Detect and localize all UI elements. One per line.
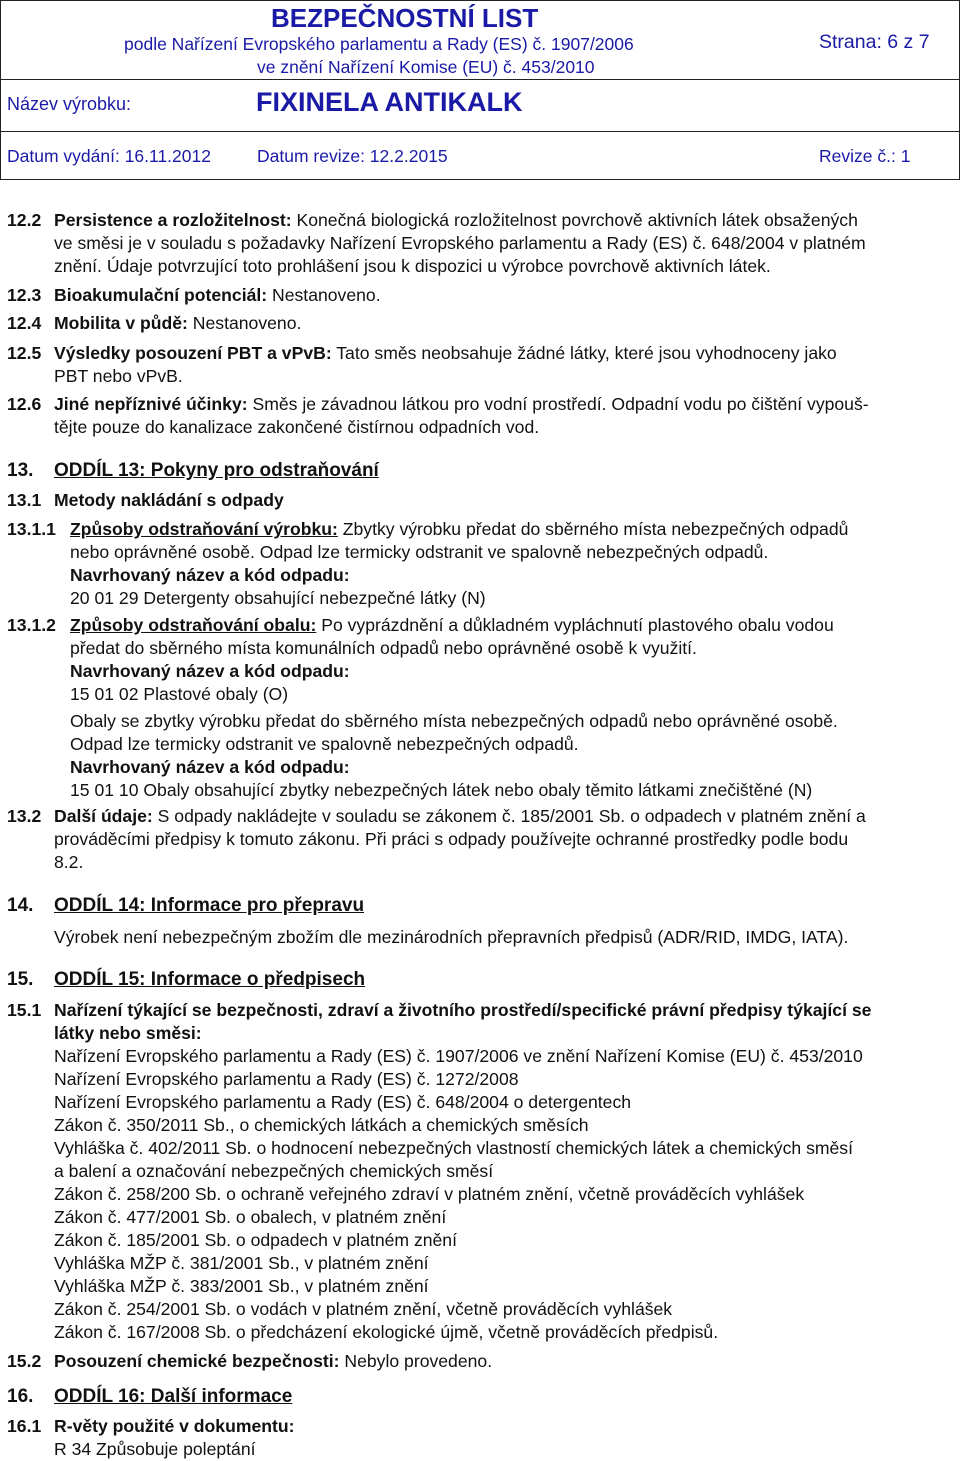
item-heading: Bioakumulační potenciál: bbox=[54, 285, 268, 305]
item-text: znění. Údaje potvrzující toto prohlášení jsou k dispozici u výrobce povrchově aktivních látek. bbox=[54, 256, 771, 276]
item-heading: Jiné nepříznivé účinky: bbox=[54, 394, 248, 414]
item-number: 16.1 bbox=[7, 1416, 42, 1436]
item-heading: R-věty použité v dokumentu: bbox=[54, 1416, 295, 1436]
item-number: 12.3 bbox=[7, 285, 42, 305]
amendment-subtitle: ve znění Nařízení Komise (EU) č. 453/2010 bbox=[257, 57, 595, 77]
regulation-subtitle: podle Nařízení Evropského parlamentu a Rady (ES) č. 1907/2006 bbox=[124, 34, 634, 54]
header-divider bbox=[0, 79, 960, 80]
waste-code-label: Navrhovaný název a kód odpadu: bbox=[70, 565, 350, 585]
item-heading: Metody nakládání s odpady bbox=[54, 490, 284, 510]
item-text: Nestanoveno. bbox=[272, 285, 381, 305]
item-number: 12.2 bbox=[7, 210, 42, 230]
item-text: Výrobek není nebezpečným zbožím dle mezinárodních přepravních předpisů (ADR/RID, IMDG, IATA). bbox=[54, 927, 849, 947]
item-number: 13.1.2 bbox=[7, 615, 56, 635]
item-number: 12.4 bbox=[7, 313, 42, 333]
item-number: 15.2 bbox=[7, 1351, 42, 1371]
paragraph-line bbox=[54, 312, 301, 334]
regulation-item: Vyhláška č. 402/2011 Sb. o hodnocení nebezpečných vlastností chemických látek a chemických směsí bbox=[54, 1138, 853, 1158]
document-title: BEZPEČNOSTNÍ LIST bbox=[271, 3, 539, 33]
waste-code: 15 01 10 Obaly obsahující zbytky nebezpečných látek nebo obaly těmito látkami znečištěné (N) bbox=[70, 780, 813, 800]
section-number: 14. bbox=[7, 895, 34, 916]
issue-date: Datum vydání: 16.11.2012 bbox=[7, 146, 211, 166]
regulation-item: Zákon č. 254/2001 Sb. o vodách v platném znění, včetně prováděcích vyhlášek bbox=[54, 1299, 673, 1319]
paragraph-line bbox=[54, 284, 381, 306]
item-number: 15.1 bbox=[7, 1000, 42, 1020]
waste-code: 20 01 29 Detergenty obsahující nebezpečné látky (N) bbox=[70, 588, 486, 608]
section-number: 15. bbox=[7, 969, 34, 990]
item-text: prováděcími předpisy k tomuto zákonu. Při práci s odpady používejte ochranné prostředky podle bodu bbox=[54, 829, 849, 849]
section-number: 13. bbox=[7, 460, 34, 481]
item-number: 13.1.1 bbox=[7, 519, 56, 539]
regulation-item: Zákon č. 185/2001 Sb. o odpadech v platném znění bbox=[54, 1230, 457, 1250]
item-number: 12.6 bbox=[7, 394, 42, 414]
paragraph-line bbox=[70, 614, 834, 636]
item-heading: Posouzení chemické bezpečnosti: bbox=[54, 1351, 340, 1371]
regulation-item: Zákon č. 258/200 Sb. o ochraně veřejného zdraví v platném znění, včetně prováděcích vyhlášek bbox=[54, 1184, 805, 1204]
header-left-border bbox=[0, 0, 1, 180]
regulation-item: Nařízení Evropského parlamentu a Rady (ES) č. 1272/2008 bbox=[54, 1069, 519, 1089]
item-text: ve směsi je v souladu s požadavky Nařízení Evropského parlamentu a Rady (ES) č. 648/2004 v platném bbox=[54, 233, 866, 253]
item-heading: Výsledky posouzení PBT a vPvB: bbox=[54, 343, 332, 363]
paragraph-line bbox=[54, 209, 956, 231]
paragraph-line bbox=[54, 393, 956, 415]
item-heading: Mobilita v půdě: bbox=[54, 313, 188, 333]
item-number: 13.2 bbox=[7, 806, 42, 826]
paragraph-line bbox=[54, 342, 956, 364]
section-title: ODDÍL 14: Informace pro přepravu bbox=[54, 895, 365, 916]
item-text: Odpad lze termicky odstranit ve spalovně nebezpečných odpadů. bbox=[70, 734, 579, 754]
item-text: Konečná biologická rozložitelnost povrchově aktivních látek obsažených bbox=[296, 210, 858, 230]
item-text: předat do sběrného místa komunálních odpadů nebo oprávněné osobě k využití. bbox=[70, 638, 697, 658]
item-text: nebo oprávněné osobě. Odpad lze termicky odstranit ve spalovně nebezpečných odpadů. bbox=[70, 542, 769, 562]
regulation-item: Zákon č. 167/2008 Sb. o předcházení ekologické újmě, včetně prováděcích předpisů. bbox=[54, 1322, 719, 1342]
waste-code-label: Navrhovaný název a kód odpadu: bbox=[70, 661, 350, 681]
item-text: Obaly se zbytky výrobku předat do sběrného místa nebezpečných odpadů nebo oprávněné osobě. bbox=[70, 711, 838, 731]
item-text: Po vyprázdnění a důkladném vypláchnutí plastového obalu vodou bbox=[321, 615, 834, 635]
paragraph-line bbox=[54, 805, 866, 827]
item-heading: Persistence a rozložitelnost: bbox=[54, 210, 292, 230]
section-title: ODDÍL 15: Informace o předpisech bbox=[54, 969, 366, 990]
page-number: Strana: 6 z 7 bbox=[819, 31, 930, 53]
item-text: tějte pouze do kanalizace zakončené čistírnou odpadních vod. bbox=[54, 417, 540, 437]
header-divider bbox=[0, 131, 960, 132]
header-top-border bbox=[0, 0, 960, 1]
item-heading: Způsoby odstraňování obalu: bbox=[70, 615, 317, 635]
regulation-item: Nařízení Evropského parlamentu a Rady (ES) č. 1907/2006 ve znění Nařízení Komise (EU) č. 453/2010 bbox=[54, 1046, 863, 1066]
section-title: ODDÍL 13: Pokyny pro odstraňování bbox=[54, 460, 379, 481]
regulation-item: Vyhláška MŽP č. 383/2001 Sb., v platném znění bbox=[54, 1276, 429, 1296]
regulation-item: Nařízení Evropského parlamentu a Rady (ES) č. 648/2004 o detergentech bbox=[54, 1092, 632, 1112]
item-number: 13.1 bbox=[7, 490, 42, 510]
regulation-item: Zákon č. 477/2001 Sb. o obalech, v platném znění bbox=[54, 1207, 447, 1227]
item-text: Zbytky výrobku předat do sběrného místa nebezpečných odpadů bbox=[342, 519, 849, 539]
paragraph-line bbox=[54, 1350, 492, 1372]
item-text: 8.2. bbox=[54, 852, 84, 872]
product-name: FIXINELA ANTIKALK bbox=[256, 87, 523, 117]
regulation-item: Vyhláška MŽP č. 381/2001 Sb., v platném znění bbox=[54, 1253, 429, 1273]
item-number: 12.5 bbox=[7, 343, 42, 363]
section-number: 16. bbox=[7, 1386, 34, 1407]
paragraph-line bbox=[70, 518, 848, 540]
item-text: Nebylo provedeno. bbox=[344, 1351, 493, 1371]
item-text: Směs je závadnou látkou pro vodní prostředí. Odpadní vodu po čištění vypouš- bbox=[252, 394, 869, 414]
r-phrase: R 34 Způsobuje poleptání bbox=[54, 1439, 256, 1459]
item-heading: Nařízení týkající se bezpečnosti, zdraví a životního prostředí/specifické právní předpisy týkající se bbox=[54, 1000, 872, 1020]
header-bottom-border bbox=[0, 179, 960, 180]
item-heading: Způsoby odstraňování výrobku: bbox=[70, 519, 338, 539]
waste-code: 15 01 02 Plastové obaly (O) bbox=[70, 684, 289, 704]
item-text: S odpady nakládejte v souladu se zákonem č. 185/2001 Sb. o odpadech v platném znění a bbox=[157, 806, 866, 826]
revision-number: Revize č.: 1 bbox=[819, 146, 911, 166]
product-label: Název výrobku: bbox=[7, 94, 132, 114]
section-title: ODDÍL 16: Další informace bbox=[54, 1386, 293, 1407]
revision-date: Datum revize: 12.2.2015 bbox=[257, 146, 448, 166]
waste-code-label: Navrhovaný název a kód odpadu: bbox=[70, 757, 350, 777]
regulation-item: Zákon č. 350/2011 Sb., o chemických látkách a chemických směsích bbox=[54, 1115, 589, 1135]
item-text: Tato směs neobsahuje žádné látky, které jsou vyhodnoceny jako bbox=[336, 343, 837, 363]
regulation-item: a balení a označování nebezpečných chemických směsí bbox=[54, 1161, 494, 1181]
item-text: Nestanoveno. bbox=[192, 313, 302, 333]
item-heading: látky nebo směsi: bbox=[54, 1023, 202, 1043]
item-heading: Další údaje: bbox=[54, 806, 153, 826]
item-text: PBT nebo vPvB. bbox=[54, 366, 183, 386]
